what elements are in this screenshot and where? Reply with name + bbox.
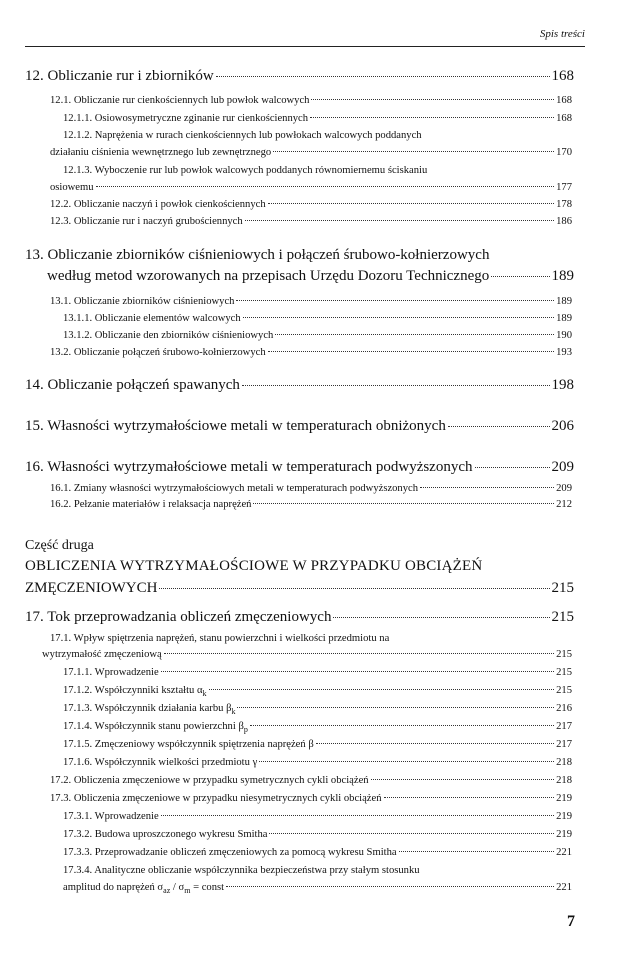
part-two-title: ZMĘCZENIOWYCH 215 — [25, 580, 574, 596]
toc-entry-16: 16. Własności wytrzymałościowe metali w temperaturach podwyższonych 209 — [25, 459, 574, 475]
toc-entry-17-1-5: 17.1.5. Zmęczeniowy współczynnik spiętrzenia naprężeń β 217 — [63, 739, 572, 750]
toc-entry-17-3: 17.3. Obliczenia zmęczeniowe w przypadku niesymetrycznych cykli obciążeń 219 — [50, 793, 572, 804]
toc-entry-12-1-1: 12.1.1. Osiowosymetryczne zginanie rur cienkościennych 168 — [63, 113, 572, 124]
toc-entry-12-2: 12.2. Obliczanie naczyń i powłok cienkościennych 178 — [50, 199, 572, 210]
toc-entry-17-1-3: 17.1.3. Współczynnik działania karbu $\beta_k$ 216 — [63, 703, 572, 717]
toc-entry-12-1-2-line1: 12.1.2. Naprężenia w rurach cienkościennych lub powłokach walcowych poddanych — [63, 130, 422, 141]
toc-entry-17-3-4-line1: 17.3.4. Analityczne obliczanie współczynnika bezpieczeństwa przy stałym stosunku — [63, 865, 420, 876]
toc-entry-17-3-3: 17.3.3. Przeprowadzanie obliczeń zmęczeniowych za pomocą wykresu Smitha 221 — [63, 847, 572, 858]
toc-entry-13-2: 13.2. Obliczanie połączeń śrubowo-kołnierzowych 193 — [50, 347, 572, 358]
toc-entry-17: 17. Tok przeprowadzania obliczeń zmęczeniowych 215 — [25, 609, 574, 625]
toc-entry-16-1: 16.1. Zmiany własności wytrzymałościowych metali w temperaturach podwyższonych 209 — [50, 483, 572, 494]
toc-entry-16-2: 16.2. Pełzanie materiałów i relaksacja naprężeń 212 — [50, 499, 572, 510]
toc-entry-13-line1: 13. Obliczanie zbiorników ciśnieniowych i połączeń śrubowo-kołnierzowych — [25, 247, 490, 263]
toc-entry-12-1-3-line1: 12.1.3. Wyboczenie rur lub powłok walcowych poddanych równomiernemu ściskaniu — [63, 165, 428, 176]
toc-entry-17-1-1: 17.1.1. Wprowadzenie 215 — [63, 667, 572, 678]
toc-entry-17-1: wytrzymałość zmęczeniową 215 — [42, 649, 572, 660]
toc-entry-17-2: 17.2. Obliczenia zmęczeniowe w przypadku symetrycznych cykli obciążeń 218 — [50, 775, 572, 786]
toc-entry-13-1-2: 13.1.2. Obliczanie den zbiorników ciśnieniowych 190 — [63, 330, 572, 341]
toc-entry-14: 14. Obliczanie połączeń spawanych 198 — [25, 377, 574, 393]
toc-entry-17-3-2: 17.3.2. Budowa uproszczonego wykresu Smitha 219 — [63, 829, 572, 840]
toc-entry-13: według metod wzorowanych na przepisach Urzędu Dozoru Technicznego 189 — [47, 268, 574, 284]
toc-entry-12: 12. Obliczanie rur i zbiorników 168 — [25, 68, 574, 84]
toc-entry-12-3: 12.3. Obliczanie rur i naczyń grubościennych 186 — [50, 216, 572, 227]
toc-entry-17-3-1: 17.3.1. Wprowadzenie 219 — [63, 811, 572, 822]
toc-entry-12-1-3: osiowemu 177 — [50, 182, 572, 193]
toc-entry-12-1-2: działaniu ciśnienia wewnętrznego lub zewnętrznego 170 — [50, 147, 572, 158]
toc-entry-15: 15. Własności wytrzymałościowe metali w temperaturach obniżonych 206 — [25, 418, 574, 434]
running-header — [25, 24, 585, 44]
toc-entry-17-1-6: 17.1.6. Współczynnik wielkości przedmiotu γ 218 — [63, 757, 572, 768]
toc-entry-17-1-2: 17.1.2. Współczynniki kształtu $\alpha_k$ 215 — [63, 685, 572, 699]
running-header-title: Spis treści — [539, 28, 585, 40]
page-number: 7 — [567, 913, 575, 930]
toc-entry-13-1: 13.1. Obliczanie zbiorników ciśnieniowych 189 — [50, 296, 572, 307]
toc-entry-17-1-line1: 17.1. Wpływ spiętrzenia naprężeń, stanu powierzchni i wielkości przedmiotu na — [50, 633, 390, 644]
toc-entry-17-1-4: 17.1.4. Współczynnik stanu powierzchni $\beta_p$ 217 — [63, 721, 572, 735]
toc-entry-17-3-4: amplitud do naprężeń $\sigma_{az} / \sigma_m$ = const 221 — [63, 882, 572, 896]
toc-entry-12-1: 12.1. Obliczanie rur cienkościennych lub powłok walcowych 168 — [50, 95, 572, 106]
part-two-label: Część druga — [25, 538, 94, 553]
part-two-title-line1: OBLICZENIA WYTRZYMAŁOŚCIOWE W PRZYPADKU OBCIĄŻEŃ — [25, 558, 483, 574]
toc-entry-13-1-1: 13.1.1. Obliczanie elementów walcowych 189 — [63, 313, 572, 324]
header-divider — [25, 46, 585, 47]
